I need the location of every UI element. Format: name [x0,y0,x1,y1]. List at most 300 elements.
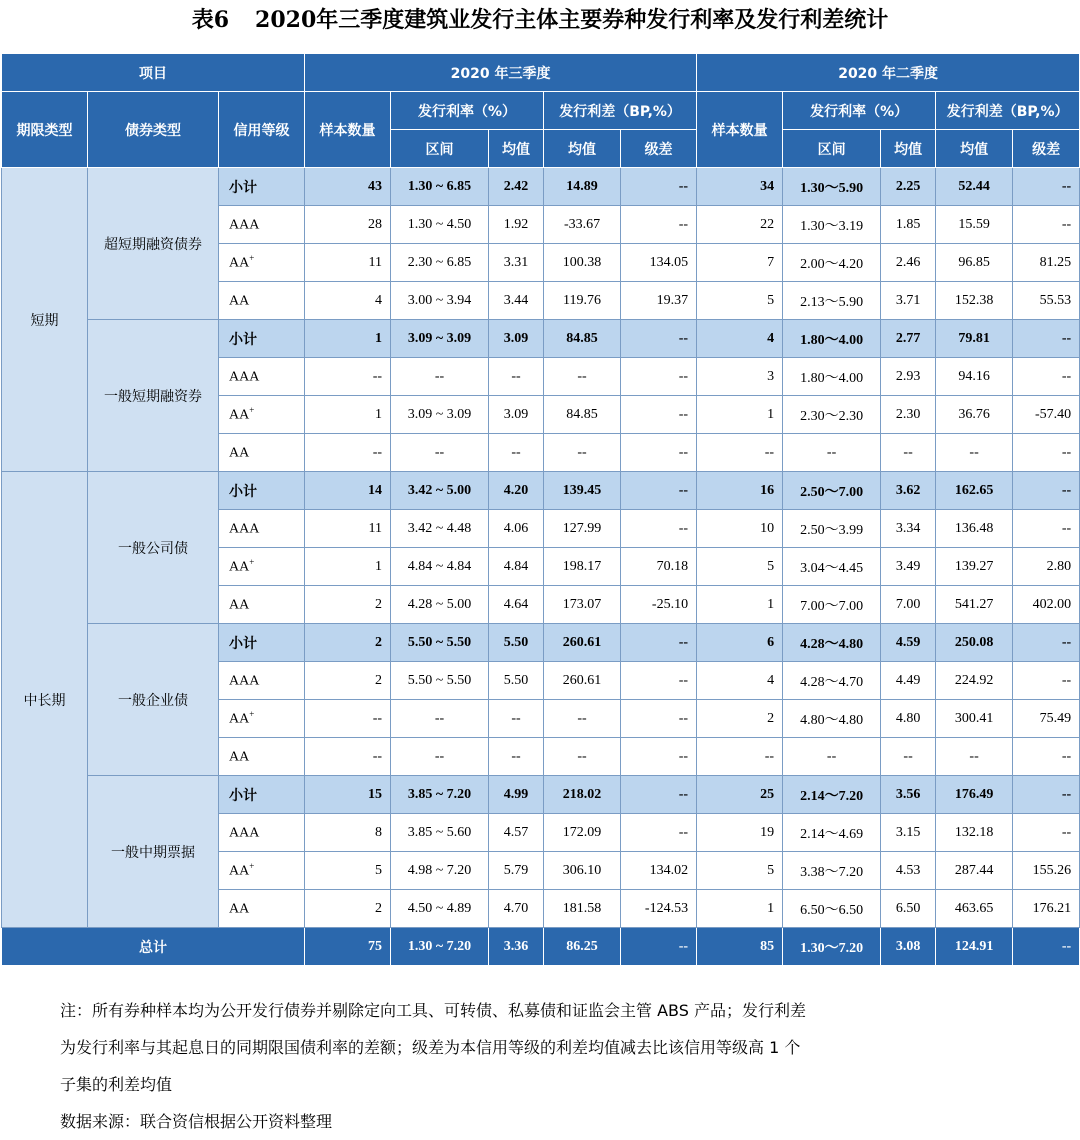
q2-rate-range-cell: 7.00～7.00 [783,586,881,624]
q2-diff-cell: -- [1013,510,1080,548]
q2-rate-range-cell: 1.30～3.19 [783,206,881,244]
q2-sample-cell: 4 [697,320,783,358]
q2-sample-cell: 1 [697,396,783,434]
q3-rate-range-cell: 2.30 ~ 6.85 [391,244,489,282]
q3-sample-cell: 1 [305,396,391,434]
rating-cell [219,586,305,624]
rating-superscript: + [249,861,255,872]
q3-rate-mean-cell: -- [489,738,544,776]
subtotal-row [2,624,1080,662]
subtotal-row [2,168,1080,206]
q3-spread-mean-cell: -- [544,700,621,738]
q3-rate-range-cell: 3.09 ~ 3.09 [391,320,489,358]
rating-cell [219,738,305,776]
q3-diff-cell: -- [621,206,697,244]
q3-spread-mean-cell: 181.58 [544,890,621,928]
q3-diff-cell: -- [621,624,697,662]
q2-diff-cell: -- [1013,358,1080,396]
q3-diff-cell: -- [621,776,697,814]
q2-rate-range-cell: 2.00～4.20 [783,244,881,282]
q2-rate-mean-cell: 1.85 [881,206,936,244]
q3-rate-mean-cell: 3.31 [489,244,544,282]
rating-superscript: + [249,405,255,416]
q3-rate-range-cell: 5.50 ~ 5.50 [391,624,489,662]
q2-spread-mean-cell: 541.27 [936,586,1013,624]
q3-rate-range-cell: 3.42 ~ 4.48 [391,510,489,548]
q2-sample-cell: 5 [697,548,783,586]
q3-diff-cell: -- [621,510,697,548]
q3-sample-cell: 5 [305,852,391,890]
q3-sample-cell: 4 [305,282,391,320]
rating-label: AA [229,559,250,575]
q3-diff-cell: -- [621,434,697,472]
q3-sample-total-cell: 75 [305,928,391,966]
rating-label: 小计 [229,788,257,804]
q3-spread-mean-cell: -- [544,738,621,776]
header-q2-sample: 样本数量 [697,92,783,168]
q2-sample-cell: -- [697,738,783,776]
rating-cell [219,624,305,662]
q2-rate-range-cell: 4.80～4.80 [783,700,881,738]
q3-diff-cell: -- [621,738,697,776]
rating-cell [219,168,305,206]
q2-diff-cell: -- [1013,814,1080,852]
q2-spread-mean-cell: 224.92 [936,662,1013,700]
q3-rate-mean-cell: -- [489,358,544,396]
bond-type-cell: 一般公司债 [88,472,219,624]
rating-label: AA [229,901,250,917]
q3-rate-range-cell: 1.30 ~ 4.50 [391,206,489,244]
q3-sample-cell: 2 [305,624,391,662]
rating-superscript: + [249,557,255,568]
q2-sample-cell: 2 [697,700,783,738]
q3-sample-cell: 1 [305,320,391,358]
q3-spread-mean-cell: -- [544,358,621,396]
q3-diff-cell: -124.53 [621,890,697,928]
rating-label: AA [229,255,250,271]
header-q3-diff: 级差 [621,130,697,168]
q3-rate-range-cell: 4.98 ~ 7.20 [391,852,489,890]
q3-rate-mean-cell: 4.20 [489,472,544,510]
q3-rate-mean-cell: 4.06 [489,510,544,548]
q2-rate-mean-cell: 4.53 [881,852,936,890]
q2-diff-cell: -- [1013,168,1080,206]
q3-diff-cell: 134.05 [621,244,697,282]
q2-rate-range-cell: 2.13～5.90 [783,282,881,320]
rating-superscript: + [249,709,255,720]
bond-type-cell: 超短期融资债券 [88,168,219,320]
q3-spread-mean-cell: -- [544,434,621,472]
rating-label: AA [229,407,250,423]
q2-spread-mean-cell: 96.85 [936,244,1013,282]
q2-sample-cell: 19 [697,814,783,852]
q3-rate-mean-cell: 5.50 [489,624,544,662]
q2-rate-mean-cell: -- [881,434,936,472]
data-source: 数据来源：联合资信根据公开资料整理 [60,1112,333,1131]
q3-sample-cell: 2 [305,662,391,700]
q2-diff-cell: -- [1013,776,1080,814]
header-bond-type: 债券类型 [88,92,219,168]
header-q2-spread: 发行利差（BP,%） [936,92,1080,130]
q2-rate-mean-cell: 2.93 [881,358,936,396]
q2-diff-cell: 176.21 [1013,890,1080,928]
q2-sample-cell: 3 [697,358,783,396]
notes [60,992,1040,1140]
rating-label: AA [229,711,250,727]
q2-rate-range-cell: 6.50～6.50 [783,890,881,928]
q2-rate-mean-cell: 3.49 [881,548,936,586]
q3-sample-cell: 2 [305,586,391,624]
q3-spread-mean-cell: 218.02 [544,776,621,814]
header-q3-spread: 发行利差（BP,%） [544,92,697,130]
q2-spread-mean-cell: 136.48 [936,510,1013,548]
rating-label: AA [229,445,250,461]
rating-label: AAA [229,825,260,841]
rating-cell [219,472,305,510]
q2-spread-mean-cell: 152.38 [936,282,1013,320]
q2-spread-mean-cell: 132.18 [936,814,1013,852]
q2-diff-cell: -- [1013,320,1080,358]
rating-label: 小计 [229,332,257,348]
q2-rate-range-cell: 2.14～7.20 [783,776,881,814]
q2-diff-cell: -- [1013,662,1080,700]
q3-diff-cell: -- [621,662,697,700]
q3-rate-range-cell: 3.42 ~ 5.00 [391,472,489,510]
q2-sample-cell: 22 [697,206,783,244]
q2-rate-mean-cell: -- [881,738,936,776]
q3-diff-cell: -- [621,472,697,510]
q3-rate-mean-cell: 3.44 [489,282,544,320]
header-rating: 信用等级 [219,92,305,168]
q2-sample-cell: 6 [697,624,783,662]
q2-rate-mean-cell: 4.49 [881,662,936,700]
q3-spread-mean-cell: -33.67 [544,206,621,244]
q3-rate-range-cell: 3.09 ~ 3.09 [391,396,489,434]
q2-spread-mean-cell: -- [936,738,1013,776]
q2-spread-mean-total-cell: 124.91 [936,928,1013,966]
rating-label: AAA [229,369,260,385]
header-term-type: 期限类型 [2,92,88,168]
q3-rate-range-cell: 3.85 ~ 5.60 [391,814,489,852]
header-q2-range: 区间 [783,130,881,168]
q2-rate-range-cell: 2.50～3.99 [783,510,881,548]
rating-label: 小计 [229,636,257,652]
table-number: 表6 [191,7,230,33]
header-q3: 2020 年三季度 [305,54,697,92]
rating-superscript: + [249,253,255,264]
table-body [2,168,1080,966]
q2-diff-cell: -- [1013,206,1080,244]
q2-diff-cell: 402.00 [1013,586,1080,624]
q3-diff-cell: -- [621,814,697,852]
q2-diff-cell: -- [1013,624,1080,662]
q3-spread-mean-cell: 100.38 [544,244,621,282]
table-title [0,0,1080,44]
q2-spread-mean-cell: 287.44 [936,852,1013,890]
q2-rate-mean-cell: 2.30 [881,396,936,434]
q3-spread-mean-total-cell: 86.25 [544,928,621,966]
rating-cell [219,206,305,244]
q2-rate-mean-cell: 6.50 [881,890,936,928]
q2-diff-cell: -57.40 [1013,396,1080,434]
q2-sample-cell: 4 [697,662,783,700]
q2-spread-mean-cell: 79.81 [936,320,1013,358]
q2-spread-mean-cell: 250.08 [936,624,1013,662]
q3-diff-cell: 70.18 [621,548,697,586]
rating-cell [219,396,305,434]
q2-diff-cell: 75.49 [1013,700,1080,738]
q2-sample-cell: 25 [697,776,783,814]
header-q3-sample: 样本数量 [305,92,391,168]
q3-diff-cell: 19.37 [621,282,697,320]
rating-label: 小计 [229,180,257,196]
q2-rate-mean-total-cell: 3.08 [881,928,936,966]
table-header [2,54,1080,168]
header-q3-rate: 发行利率（%） [391,92,544,130]
q3-diff-cell: -- [621,168,697,206]
q3-rate-range-cell: 1.30 ~ 6.85 [391,168,489,206]
rating-cell [219,776,305,814]
q3-sample-cell: 28 [305,206,391,244]
header-q2-spread-mean: 均值 [936,130,1013,168]
q3-rate-mean-cell: 3.09 [489,396,544,434]
q3-rate-mean-cell: 4.57 [489,814,544,852]
rating-label: AAA [229,673,260,689]
q3-diff-cell: 134.02 [621,852,697,890]
rating-label: AAA [229,217,260,233]
q3-rate-mean-cell: 4.84 [489,548,544,586]
q2-sample-cell: 1 [697,890,783,928]
q3-spread-mean-cell: 14.89 [544,168,621,206]
q3-rate-mean-cell: 4.64 [489,586,544,624]
note-line: 为发行利率与其起息日的同期限国债利率的差额；级差为本信用等级的利差均值减去比该信用等级高 1 个 [60,1038,801,1057]
q3-sample-cell: -- [305,434,391,472]
q3-rate-range-cell: -- [391,738,489,776]
rating-label: AA [229,597,250,613]
q2-rate-mean-cell: 2.46 [881,244,936,282]
q2-rate-range-cell: 2.14～4.69 [783,814,881,852]
q3-spread-mean-cell: 306.10 [544,852,621,890]
rating-cell [219,510,305,548]
q2-rate-mean-cell: 3.56 [881,776,936,814]
rating-label: AA [229,749,250,765]
q2-rate-mean-cell: 3.62 [881,472,936,510]
q2-sample-cell: -- [697,434,783,472]
q2-spread-mean-cell: 36.76 [936,396,1013,434]
q2-rate-mean-cell: 3.15 [881,814,936,852]
q3-spread-mean-cell: 119.76 [544,282,621,320]
q2-spread-mean-cell: 15.59 [936,206,1013,244]
q2-rate-range-cell: -- [783,434,881,472]
q3-rate-mean-cell: 4.99 [489,776,544,814]
q3-sample-cell: 1 [305,548,391,586]
q2-sample-total-cell: 85 [697,928,783,966]
table-caption: 2020年三季度建筑业发行主体主要券种发行利率及发行利差统计 [255,7,889,33]
q3-rate-range-cell: 4.84 ~ 4.84 [391,548,489,586]
q3-rate-mean-total-cell: 3.36 [489,928,544,966]
rating-cell [219,890,305,928]
q3-sample-cell: 43 [305,168,391,206]
header-q2: 2020 年二季度 [697,54,1080,92]
q2-spread-mean-cell: 52.44 [936,168,1013,206]
q2-diff-cell: 2.80 [1013,548,1080,586]
rating-cell [219,282,305,320]
total-label: 总计 [2,928,305,966]
q2-rate-range-cell: -- [783,738,881,776]
rating-cell [219,548,305,586]
header-q3-range: 区间 [391,130,489,168]
q3-spread-mean-cell: 198.17 [544,548,621,586]
q2-diff-cell: 55.53 [1013,282,1080,320]
q3-rate-range-cell: 3.00 ~ 3.94 [391,282,489,320]
note-line: 注：所有券种样本均为公开发行债券并剔除定向工具、可转债、私募债和证监会主管 ABS 产品；发行利差 [60,1001,806,1020]
rating-label: AA [229,863,250,879]
q2-rate-range-total-cell: 1.30～7.20 [783,928,881,966]
q2-rate-range-cell: 3.38～7.20 [783,852,881,890]
q3-rate-range-total-cell: 1.30 ~ 7.20 [391,928,489,966]
q2-sample-cell: 10 [697,510,783,548]
subtotal-row [2,776,1080,814]
q2-sample-cell: 5 [697,282,783,320]
q3-diff-total-cell: -- [621,928,697,966]
q2-spread-mean-cell: 300.41 [936,700,1013,738]
q3-rate-range-cell: 4.28 ~ 5.00 [391,586,489,624]
term-type-cell: 短期 [2,168,88,472]
q2-rate-mean-cell: 4.80 [881,700,936,738]
q3-rate-mean-cell: 5.50 [489,662,544,700]
rating-label: AA [229,293,250,309]
q3-rate-mean-cell: 1.92 [489,206,544,244]
q2-rate-range-cell: 1.30～5.90 [783,168,881,206]
rating-label: 小计 [229,484,257,500]
q2-spread-mean-cell: 94.16 [936,358,1013,396]
rating-cell [219,358,305,396]
header-q2-rate-mean: 均值 [881,130,936,168]
rating-label: AAA [229,521,260,537]
header-item: 项目 [2,54,305,92]
q2-rate-mean-cell: 4.59 [881,624,936,662]
q2-sample-cell: 5 [697,852,783,890]
note-line: 子集的利差均值 [60,1075,173,1094]
q3-sample-cell: 15 [305,776,391,814]
q3-sample-cell: 2 [305,890,391,928]
total-row [2,928,1080,966]
q2-spread-mean-cell: 162.65 [936,472,1013,510]
q3-diff-cell: -- [621,358,697,396]
q3-spread-mean-cell: 173.07 [544,586,621,624]
q2-rate-range-cell: 1.80～4.00 [783,320,881,358]
q2-rate-mean-cell: 3.71 [881,282,936,320]
q2-spread-mean-cell: -- [936,434,1013,472]
q2-diff-cell: 81.25 [1013,244,1080,282]
q3-rate-mean-cell: 5.79 [489,852,544,890]
rating-cell [219,662,305,700]
q3-rate-mean-cell: 3.09 [489,320,544,358]
q3-sample-cell: -- [305,700,391,738]
q3-diff-cell: -- [621,700,697,738]
q3-sample-cell: 14 [305,472,391,510]
rating-cell [219,244,305,282]
rating-cell [219,852,305,890]
q2-diff-cell: -- [1013,738,1080,776]
q2-diff-cell: -- [1013,472,1080,510]
q3-diff-cell: -25.10 [621,586,697,624]
q2-rate-range-cell: 2.30～2.30 [783,396,881,434]
q2-sample-cell: 7 [697,244,783,282]
q3-rate-range-cell: 5.50 ~ 5.50 [391,662,489,700]
q3-rate-range-cell: -- [391,358,489,396]
q3-spread-mean-cell: 127.99 [544,510,621,548]
header-q2-rate: 发行利率（%） [783,92,936,130]
q3-sample-cell: 11 [305,510,391,548]
q3-diff-cell: -- [621,396,697,434]
q2-rate-range-cell: 4.28～4.70 [783,662,881,700]
q2-sample-cell: 1 [697,586,783,624]
q3-rate-range-cell: 4.50 ~ 4.89 [391,890,489,928]
q3-diff-cell: -- [621,320,697,358]
q2-spread-mean-cell: 176.49 [936,776,1013,814]
rating-cell [219,320,305,358]
bond-type-cell: 一般中期票据 [88,776,219,928]
header-q3-rate-mean: 均值 [489,130,544,168]
q3-sample-cell: 11 [305,244,391,282]
q2-sample-cell: 34 [697,168,783,206]
header-q2-diff: 级差 [1013,130,1080,168]
q2-sample-cell: 16 [697,472,783,510]
q2-diff-cell: -- [1013,434,1080,472]
q3-rate-mean-cell: 4.70 [489,890,544,928]
rate-spread-table [1,53,1080,966]
subtotal-row [2,472,1080,510]
header-q3-spread-mean: 均值 [544,130,621,168]
q3-sample-cell: -- [305,358,391,396]
q3-spread-mean-cell: 84.85 [544,320,621,358]
q3-spread-mean-cell: 260.61 [544,662,621,700]
rating-cell [219,434,305,472]
rating-cell [219,814,305,852]
bond-type-cell: 一般短期融资券 [88,320,219,472]
rating-cell [219,700,305,738]
bond-type-cell: 一般企业债 [88,624,219,776]
q2-rate-range-cell: 2.50～7.00 [783,472,881,510]
q3-rate-mean-cell: -- [489,434,544,472]
q2-diff-total-cell: -- [1013,928,1080,966]
q3-rate-mean-cell: 2.42 [489,168,544,206]
q3-rate-mean-cell: -- [489,700,544,738]
q3-rate-range-cell: -- [391,700,489,738]
q2-diff-cell: 155.26 [1013,852,1080,890]
q2-rate-mean-cell: 2.77 [881,320,936,358]
q2-rate-range-cell: 3.04～4.45 [783,548,881,586]
term-type-cell: 中长期 [2,472,88,928]
q2-spread-mean-cell: 463.65 [936,890,1013,928]
q3-rate-range-cell: 3.85 ~ 7.20 [391,776,489,814]
q3-rate-range-cell: -- [391,434,489,472]
q3-sample-cell: -- [305,738,391,776]
q3-spread-mean-cell: 260.61 [544,624,621,662]
q3-spread-mean-cell: 84.85 [544,396,621,434]
q2-rate-mean-cell: 2.25 [881,168,936,206]
q2-rate-range-cell: 4.28～4.80 [783,624,881,662]
q2-rate-mean-cell: 7.00 [881,586,936,624]
q2-rate-range-cell: 1.80～4.00 [783,358,881,396]
q3-sample-cell: 8 [305,814,391,852]
q3-spread-mean-cell: 139.45 [544,472,621,510]
q3-spread-mean-cell: 172.09 [544,814,621,852]
q2-spread-mean-cell: 139.27 [936,548,1013,586]
q2-rate-mean-cell: 3.34 [881,510,936,548]
subtotal-row [2,320,1080,358]
